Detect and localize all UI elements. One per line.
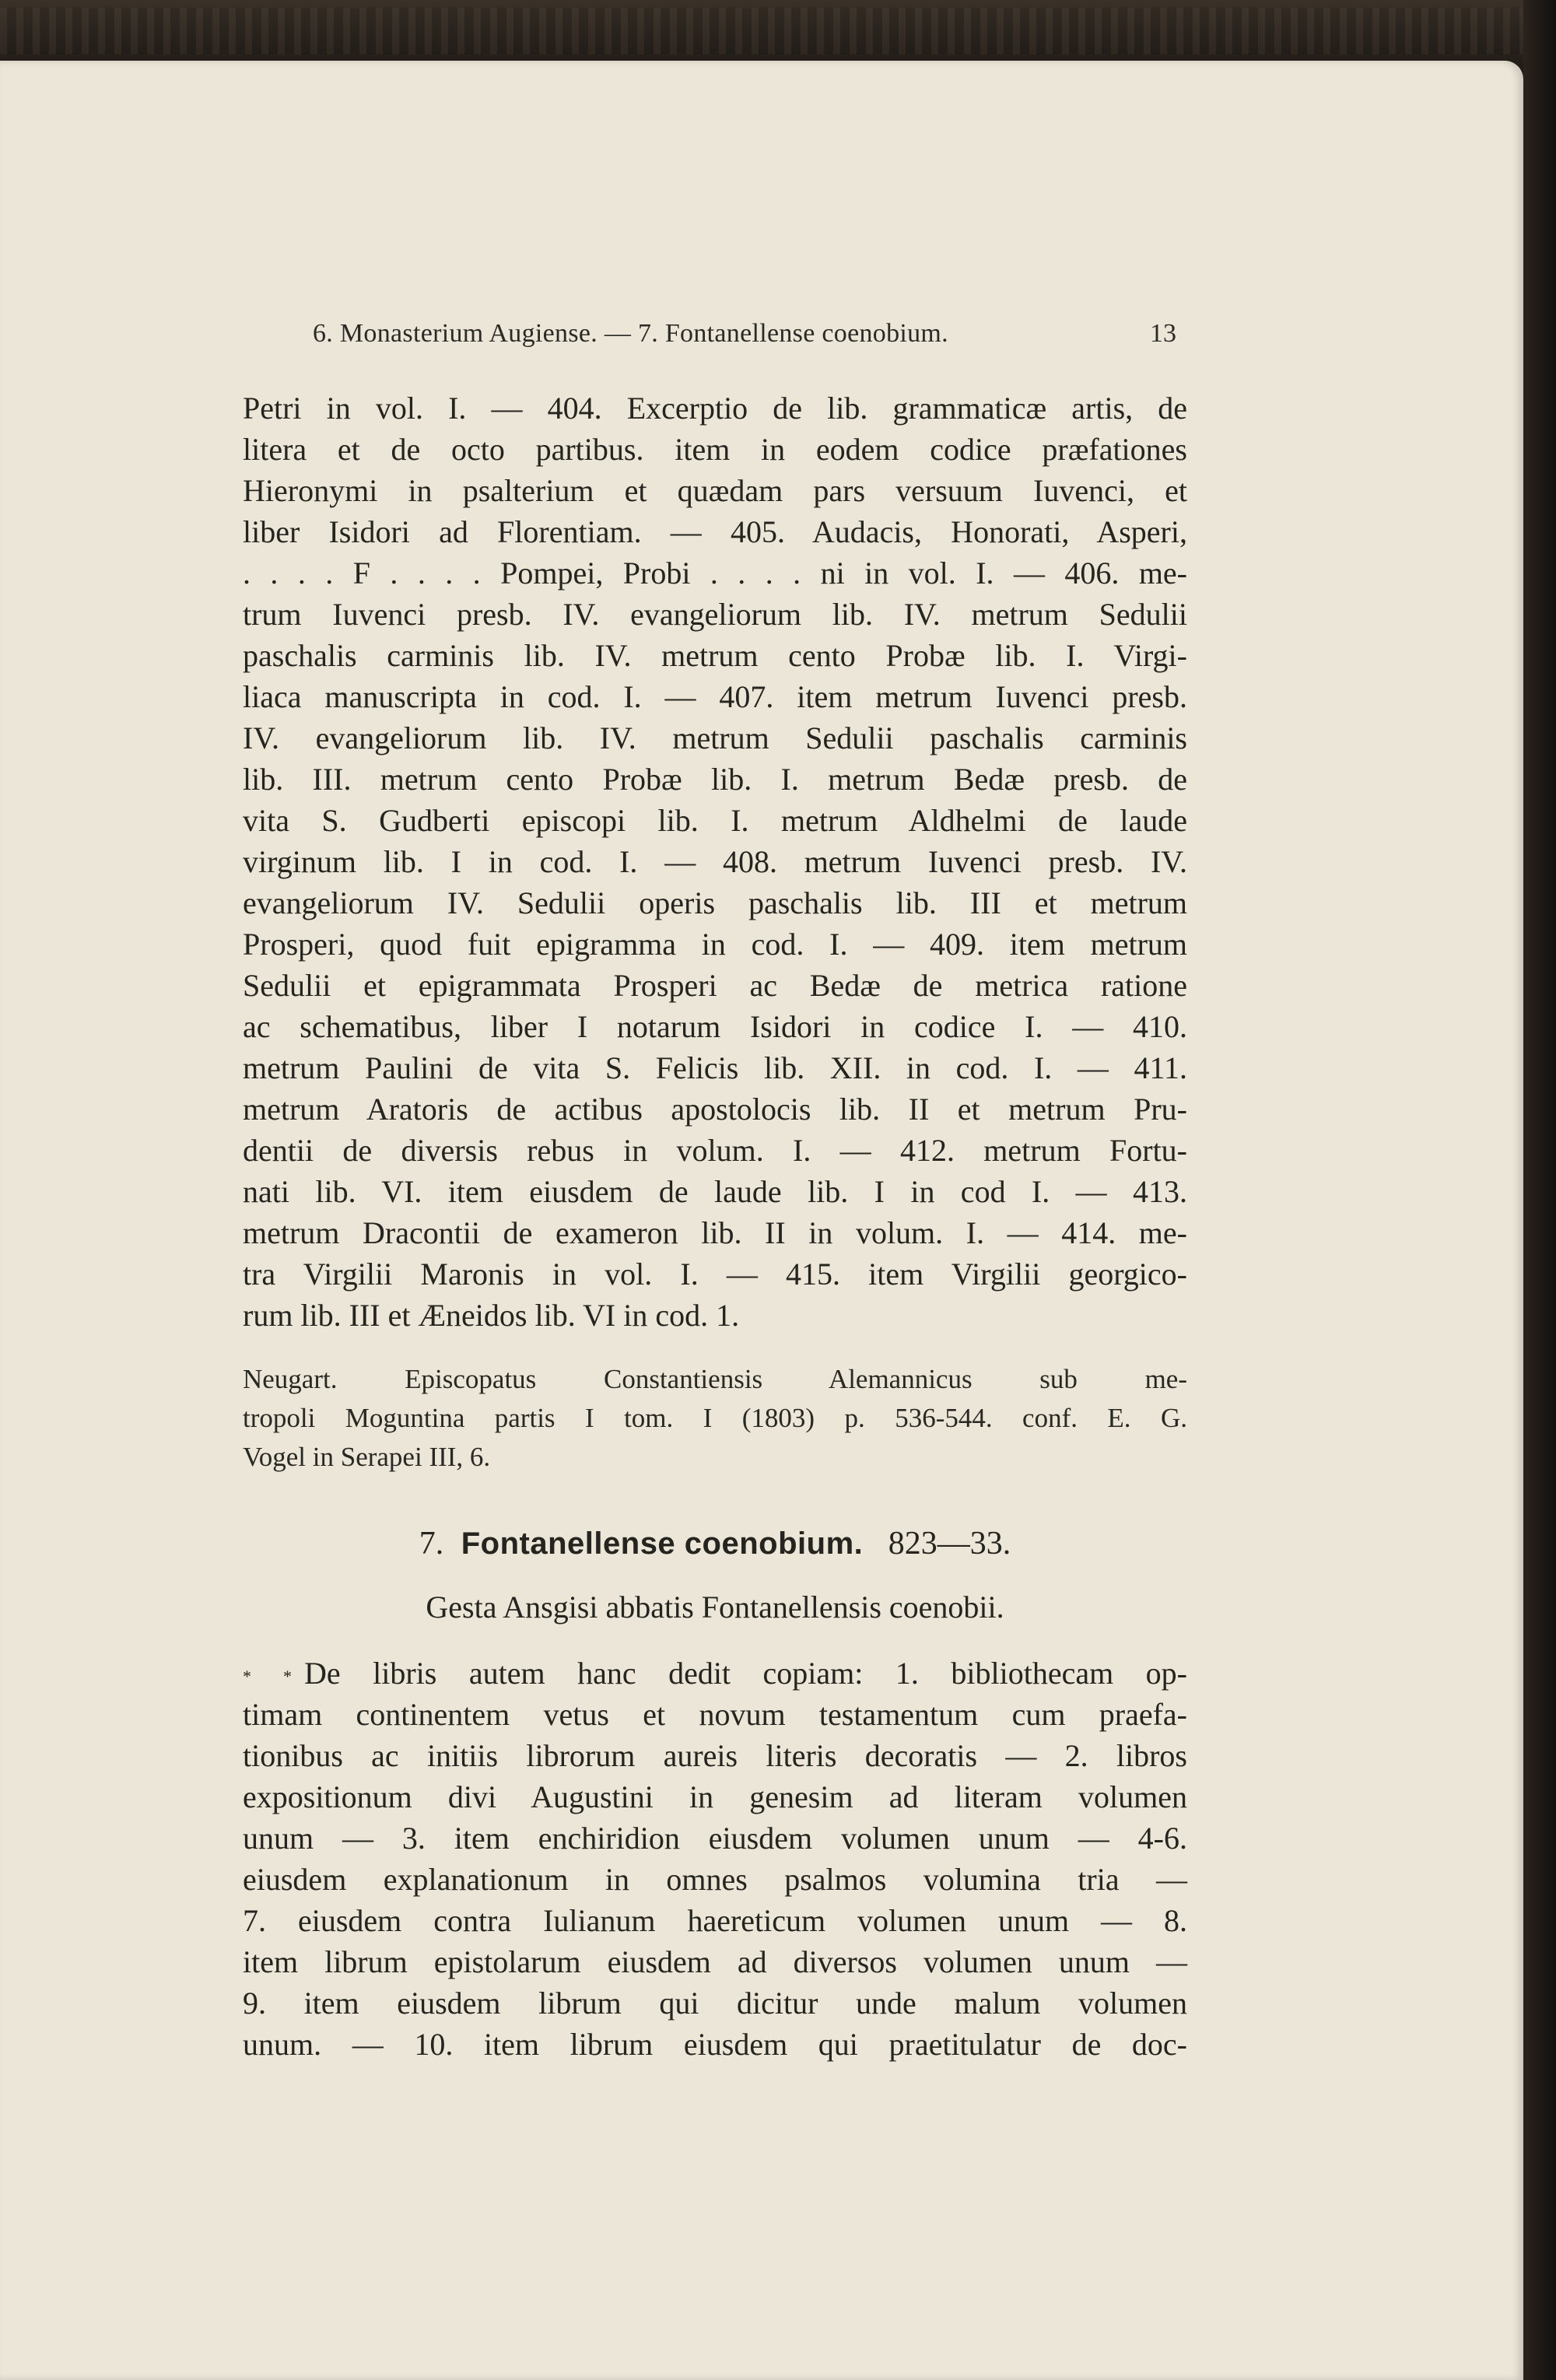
text-line: timam continentem vetus et novum testamentum cum praefa- [243, 1697, 1187, 1732]
text-line: metrum Dracontii de exameron lib. II in volum. I. — 414. me- [243, 1215, 1187, 1250]
text-line: tra Virgilii Maronis in vol. I. — 415. item Virgilii georgico- [243, 1257, 1187, 1292]
note-line: tropoli Moguntina partis I tom. I (1803) p. 536-544. conf. E. G. [243, 1403, 1187, 1433]
text-line: evangeliorum IV. Sedulii operis paschalis lib. III et metrum [243, 885, 1187, 920]
text-line: Prosperi, quod fuit epigramma in cod. I. — 409. item metrum [243, 927, 1187, 962]
text-line: virginum lib. I in cod. I. — 408. metrum Iuvenci presb. IV. [243, 844, 1187, 879]
text-line: metrum Aratoris de actibus apostolocis lib. II et metrum Pru- [243, 1092, 1187, 1127]
text-line: paschalis carminis lib. IV. metrum cento Probæ lib. I. Virgi- [243, 638, 1187, 673]
section-heading [243, 1525, 1187, 1562]
section-name: Fontanellense coenobium. [461, 1526, 864, 1561]
running-head [305, 311, 1204, 359]
text-line: rum lib. III et Æneidos lib. VI in cod. 1. [243, 1298, 740, 1333]
page-number: 13 [1150, 319, 1176, 348]
text-line: lib. III. metrum cento Probæ lib. I. metrum Bedæ presb. de [243, 762, 1187, 797]
text-line: 9. item eiusdem librum qui dicitur unde malum volumen [243, 1986, 1187, 2021]
text-line: 7. eiusdem contra Iulianum haereticum volumen unum — 8. [243, 1903, 1187, 1938]
ansgis-text-block [243, 1653, 1187, 2065]
text-line: vita S. Gudberti episcopi lib. I. metrum Aldhelmi de laude [243, 803, 1187, 838]
text-line: dentii de diversis rebus in volum. I. — 412. metrum Fortu- [243, 1133, 1187, 1168]
text-line: metrum Paulini de vita S. Felicis lib. XII. in cod. I. — 411. [243, 1050, 1187, 1085]
text-line: litera et de octo partibus. item in eodem codice præfationes [243, 432, 1187, 467]
text-line: Sedulii et epigrammata Prosperi ac Bedæ de metrica ratione [243, 968, 1187, 1003]
text-line: . . . . F . . . . Pompei, Probi . . . . ni in vol. I. — 406. me- [243, 556, 1187, 591]
main-text-block [243, 387, 1187, 1336]
text-line [243, 1653, 1187, 1694]
text-line: trum Iuvenci presb. IV. evangeliorum lib. IV. metrum Sedulii [243, 597, 1187, 632]
section-number: 7. [419, 1526, 444, 1562]
text-line: Petri in vol. I. — 404. Excerptio de lib. grammaticæ artis, de [243, 391, 1187, 426]
text-line: unum — 3. item enchiridion eiusdem volumen unum — 4-6. [243, 1821, 1187, 1856]
section-dates: 823—33. [888, 1526, 1011, 1562]
text-line: Hieronymi in psalterium et quædam pars versuum Iuvenci, et [243, 473, 1187, 508]
text-line-content: De libris autem hanc dedit copiam: 1. bibliothecam op- [304, 1656, 1188, 1691]
note-line: Neugart. Episcopatus Constantiensis Alemannicus sub me- [243, 1364, 1187, 1394]
running-head-title: 6. Monasterium Augiense. — 7. Fontanellense coenobium. [313, 319, 948, 348]
text-line: eiusdem explanationum in omnes psalmos volumina tria — [243, 1862, 1187, 1897]
source-title: Gesta Ansgisi abbatis Fontanellensis coenobii. [426, 1590, 1004, 1625]
asterism: * * [243, 1667, 293, 1687]
text-line: liaca manuscripta in cod. I. — 407. item metrum Iuvenci presb. [243, 679, 1187, 714]
text-line: item librum epistolarum eiusdem ad diversos volumen unum — [243, 1944, 1187, 1979]
bibliographic-note [243, 1360, 1187, 1477]
text-line: IV. evangeliorum lib. IV. metrum Sedulii paschalis carminis [243, 720, 1187, 755]
note-line: Vogel in Serapei III, 6. [243, 1442, 491, 1472]
text-line: expositionum divi Augustini in genesim ad literam volumen [243, 1779, 1187, 1814]
text-line: liber Isidori ad Florentiam. — 405. Audacis, Honorati, Asperi, [243, 514, 1187, 549]
text-line: nati lib. VI. item eiusdem de laude lib. I in cod I. — 413. [243, 1174, 1187, 1209]
text-line: tionibus ac initiis librorum aureis literis decoratis — 2. libros [243, 1738, 1187, 1773]
text-line: unum. — 10. item librum eiusdem qui praetitulatur de doc- [243, 2027, 1187, 2062]
text-line: ac schematibus, liber I notarum Isidori in codice I. — 410. [243, 1009, 1187, 1044]
page-edge-shadow [1523, 0, 1556, 2380]
